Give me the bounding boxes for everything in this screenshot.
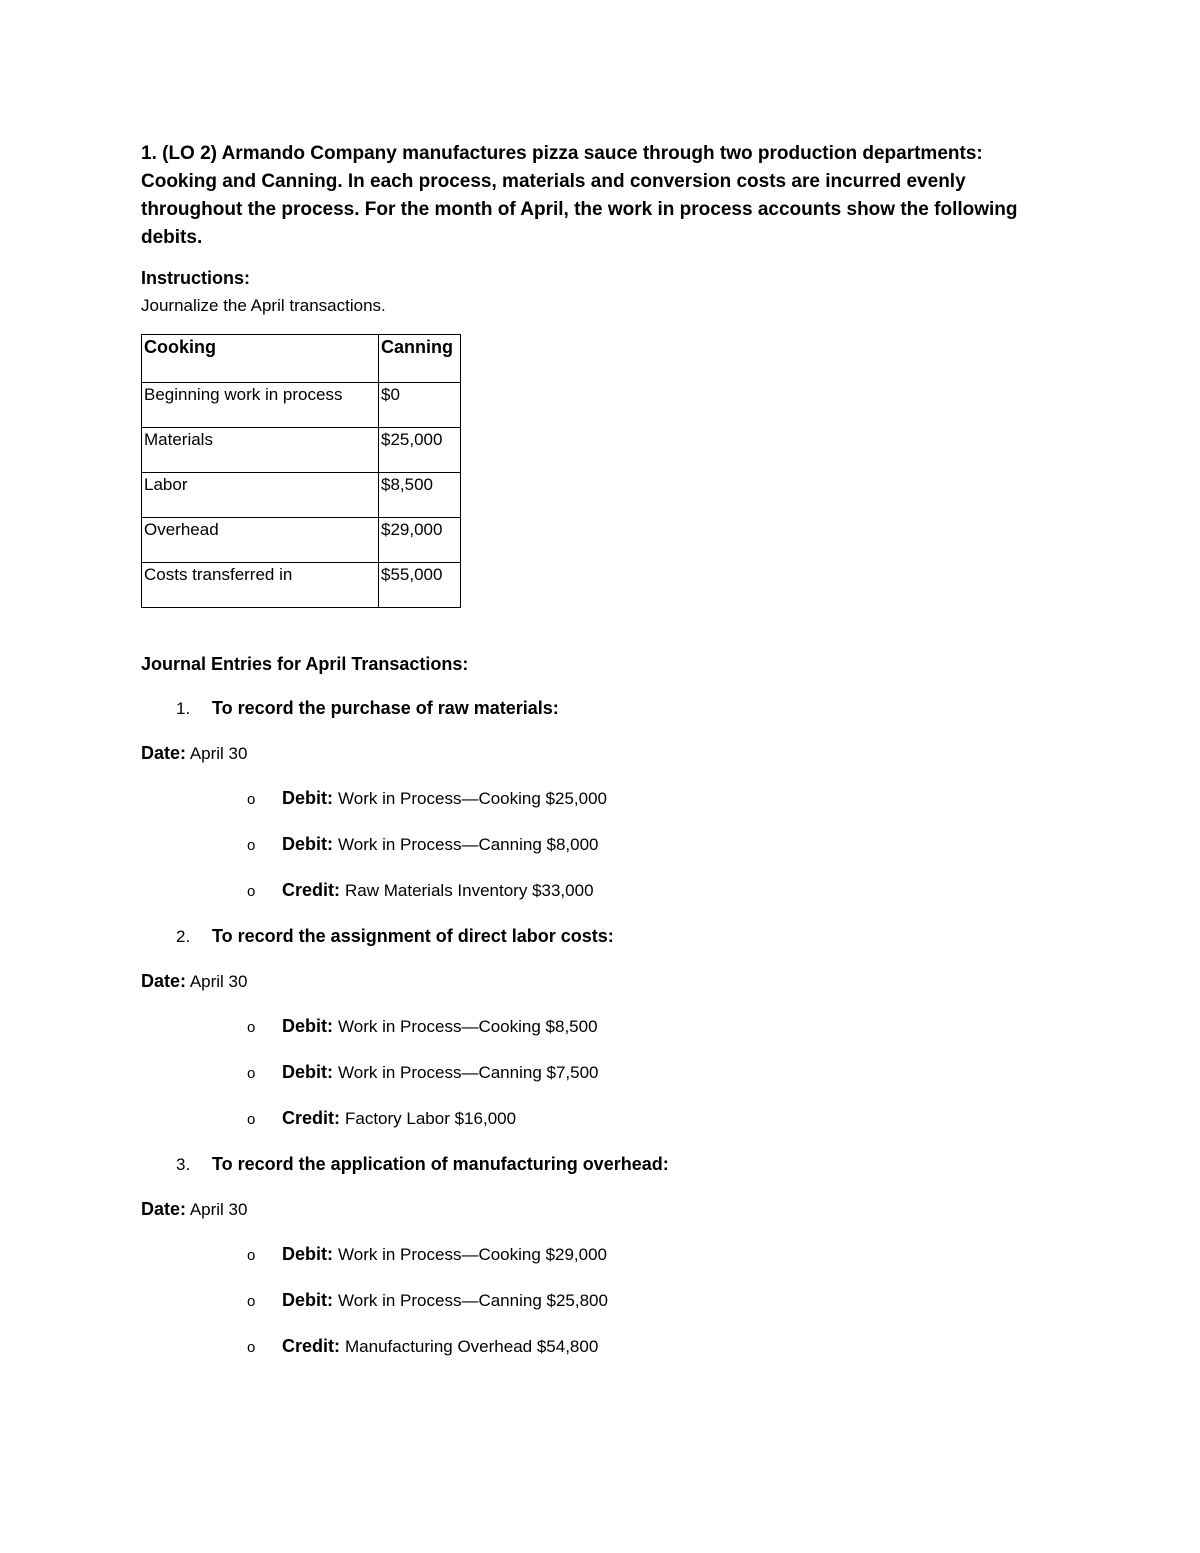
question-text: 1. (LO 2) Armando Company manufactures pizza sauce through two production departments: Cooking and Canning. In each process, materials and conversion costs are incurred evenly throughout the process. For the month of April, the work in process accounts show the following debits. — [141, 143, 1018, 248]
entry-date-line — [141, 741, 1061, 766]
table-cell: Costs transferred in — [142, 563, 379, 608]
circle-bullet-icon: o — [247, 791, 256, 808]
entry-line-items — [141, 786, 1061, 904]
entry-number: 2. — [176, 927, 191, 946]
line-item-label: Credit: — [282, 880, 340, 900]
line-item-label: Credit: — [282, 1108, 340, 1128]
line-item-label: Debit: — [282, 1290, 333, 1310]
table-header-cell: Canning — [379, 335, 461, 383]
table-row — [142, 428, 461, 473]
circle-bullet-icon: o — [247, 1111, 256, 1128]
line-item-label: Credit: — [282, 1336, 340, 1356]
document-page — [141, 140, 1061, 1360]
circle-bullet-icon: o — [247, 1293, 256, 1310]
entry-title-text: To record the purchase of raw materials: — [212, 698, 559, 718]
table-row — [142, 473, 461, 518]
list-item — [247, 1106, 1061, 1132]
entry-number: 3. — [176, 1155, 191, 1174]
table-cell: $25,000 — [379, 428, 461, 473]
list-item — [247, 1242, 1061, 1268]
journal-entry — [141, 696, 1061, 904]
list-item — [247, 786, 1061, 812]
line-item-label: Debit: — [282, 834, 333, 854]
entry-date-line — [141, 969, 1061, 994]
list-item — [247, 1014, 1061, 1040]
date-value: April 30 — [189, 1200, 248, 1219]
debits-table — [141, 334, 461, 608]
date-label: Date: — [141, 971, 187, 991]
list-item — [247, 878, 1061, 904]
line-item-label: Debit: — [282, 1062, 333, 1082]
circle-bullet-icon: o — [247, 1339, 256, 1356]
line-item-text: Work in Process—Cooking $8,500 — [338, 1017, 598, 1036]
line-item-text: Work in Process—Canning $8,000 — [338, 835, 599, 854]
entry-number: 1. — [176, 699, 191, 718]
line-item-label: Debit: — [282, 1244, 333, 1264]
table-cell: Labor — [142, 473, 379, 518]
list-item — [247, 1060, 1061, 1086]
line-item-label: Debit: — [282, 788, 333, 808]
line-item-text: Work in Process—Cooking $29,000 — [338, 1245, 607, 1264]
circle-bullet-icon: o — [247, 837, 256, 854]
entry-title-text: To record the assignment of direct labor costs: — [212, 926, 614, 946]
table-row — [142, 563, 461, 608]
table-cell: $29,000 — [379, 518, 461, 563]
table-row — [142, 383, 461, 428]
line-item-text: Work in Process—Canning $25,800 — [338, 1291, 608, 1310]
table-header-row — [142, 335, 461, 383]
journal-entry — [141, 924, 1061, 1132]
entry-line-items — [141, 1014, 1061, 1132]
list-item — [247, 832, 1061, 858]
entry-title — [176, 1152, 1061, 1177]
journal-entry — [141, 1152, 1061, 1360]
table-cell: Overhead — [142, 518, 379, 563]
circle-bullet-icon: o — [247, 1247, 256, 1264]
entry-line-items — [141, 1242, 1061, 1360]
entry-title-text: To record the application of manufacturing overhead: — [212, 1154, 669, 1174]
instructions-text: Journalize the April transactions. — [141, 296, 386, 315]
table-cell: $55,000 — [379, 563, 461, 608]
line-item-text: Raw Materials Inventory $33,000 — [345, 881, 594, 900]
line-item-text: Work in Process—Canning $7,500 — [338, 1063, 599, 1082]
line-item-label: Debit: — [282, 1016, 333, 1036]
line-item-text: Factory Labor $16,000 — [345, 1109, 517, 1128]
date-label: Date: — [141, 1199, 187, 1219]
date-value: April 30 — [189, 972, 248, 991]
line-item-text: Manufacturing Overhead $54,800 — [345, 1337, 599, 1356]
instructions-heading: Instructions: — [141, 268, 251, 288]
list-item — [247, 1288, 1061, 1314]
table-cell: Beginning work in process — [142, 383, 379, 428]
table-cell: $8,500 — [379, 473, 461, 518]
journal-heading: Journal Entries for April Transactions: — [141, 654, 469, 674]
entry-date-line — [141, 1197, 1061, 1222]
entry-title — [176, 924, 1061, 949]
entry-title — [176, 696, 1061, 721]
table-header-cell: Cooking — [142, 335, 379, 383]
circle-bullet-icon: o — [247, 1065, 256, 1082]
table-cell: $0 — [379, 383, 461, 428]
date-value: April 30 — [189, 744, 248, 763]
list-item — [247, 1334, 1061, 1360]
circle-bullet-icon: o — [247, 1019, 256, 1036]
table-row — [142, 518, 461, 563]
date-label: Date: — [141, 743, 187, 763]
table-cell: Materials — [142, 428, 379, 473]
line-item-text: Work in Process—Cooking $25,000 — [338, 789, 607, 808]
circle-bullet-icon: o — [247, 883, 256, 900]
